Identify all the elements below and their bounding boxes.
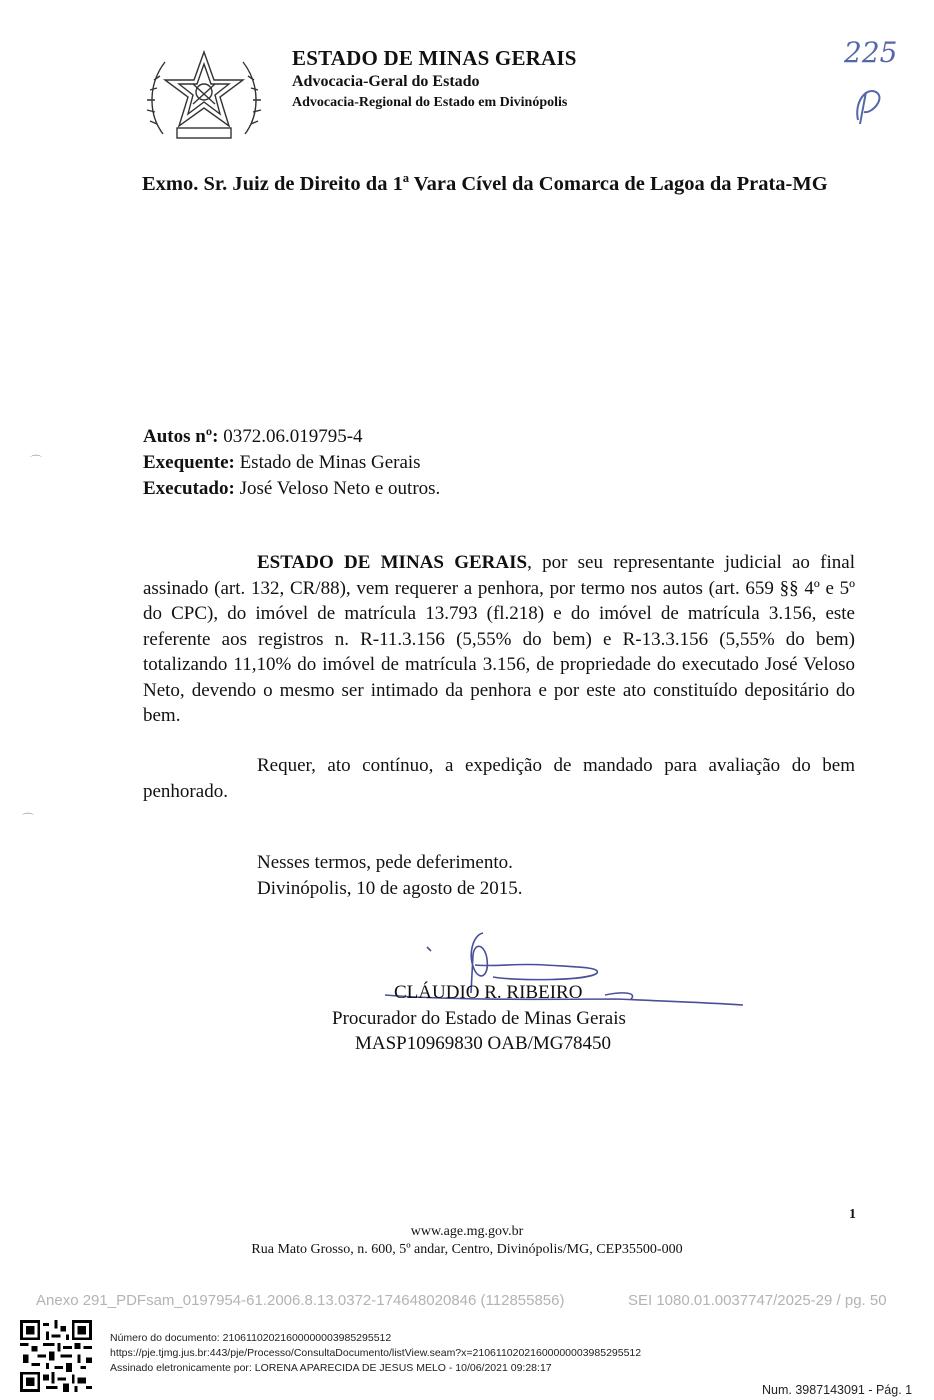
body-paragraph-1: [143, 550, 855, 729]
header-agency: Advocacia-Geral do Estado: [292, 73, 480, 90]
document-url: https://pje.tjmg.jus.br:443/pje/Processo/ConsultaDocumento/listView.seam?x=21061102021600000003985295512: [110, 1347, 642, 1359]
margin-mark: ⌒: [30, 454, 43, 468]
handwritten-page-number: [836, 32, 916, 132]
sei-stamp: SEI 1080.01.0037747/2025-29 / pg. 50: [628, 1292, 887, 1309]
signatory-name: CLÁUDIO R. RIBEIRO: [394, 982, 583, 1003]
svg-text:225: 225: [844, 36, 898, 69]
body-lead: ESTADO DE MINAS GERAIS: [257, 552, 528, 573]
signatory-ids: MASP10969830 OAB/MG78450: [355, 1033, 612, 1054]
executado-value: José Veloso Neto e outros.: [239, 478, 441, 499]
document-info: [110, 1331, 641, 1376]
executado-label: Executado:: [143, 478, 235, 499]
closing-line-2: Divinópolis, 10 de agosto de 2015.: [257, 878, 523, 899]
body-text-1: , por seu representante judicial ao final assinado (art. 132, CR/88), vem requerer a penhora, por termo nos autos (art. 659 §§ 4º e 5º do CPC), do imóvel de matrícula 13.793 (fl.218) e do imóvel de matrícula 3.156, este referente aos registros n. R-11.3.156 (5,55% do bem) e R-13.3.156 (5,55% do bem) totalizando 11,10% do imóvel de matrícula 3.156, de propriedade do executado José Veloso Neto, devendo o mesmo ser intimado da penhora e por este ato constituído depositário do bem.: [143, 552, 855, 726]
footer-page-number: 1: [849, 1207, 856, 1222]
qr-code-icon: [20, 1320, 92, 1392]
footer-website: www.age.mg.gov.br: [410, 1224, 524, 1239]
anexo-stamp: Anexo 291_PDFsam_0197954-61.2006.8.13.0372-174648020846 (112855856): [36, 1292, 565, 1309]
document-number: Número do documento: 21061102021600000003985295512: [110, 1332, 392, 1344]
document-signed-by: Assinado eletronicamente por: LORENA APARECIDA DE JESUS MELO - 10/06/2021 09:28:17: [110, 1362, 552, 1374]
footer-address: Rua Mato Grosso, n. 600, 5º andar, Centro, Divinópolis/MG, CEP35500-000: [251, 1242, 683, 1257]
header-state: ESTADO DE MINAS GERAIS: [292, 46, 577, 70]
header-regional: Advocacia-Regional do Estado em Divinópolis: [292, 95, 568, 110]
closing-line-1: Nesses termos, pede deferimento.: [257, 852, 513, 873]
addressee: Exmo. Sr. Juiz de Direito da 1ª Vara Cível da Comarca de Lagoa da Prata-MG: [142, 173, 828, 195]
exequente-label: Exequente:: [143, 452, 235, 473]
closing: [257, 850, 522, 902]
minas-gerais-coat-of-arms-icon: [143, 44, 265, 144]
signatory-role: Procurador do Estado de Minas Gerais: [332, 1008, 626, 1029]
case-info: [143, 424, 440, 502]
exequente-value: Estado de Minas Gerais: [239, 452, 421, 473]
autos-value: 0372.06.019795-4: [223, 426, 363, 447]
autos-label: Autos nº:: [143, 426, 219, 447]
margin-mark: ⌒: [22, 812, 35, 826]
body-paragraph-2: Requer, ato contínuo, a expedição de mandado para avaliação do bem penhorado.: [143, 755, 855, 802]
document-num-page: Num. 3987143091 - Pág. 1: [762, 1383, 913, 1397]
